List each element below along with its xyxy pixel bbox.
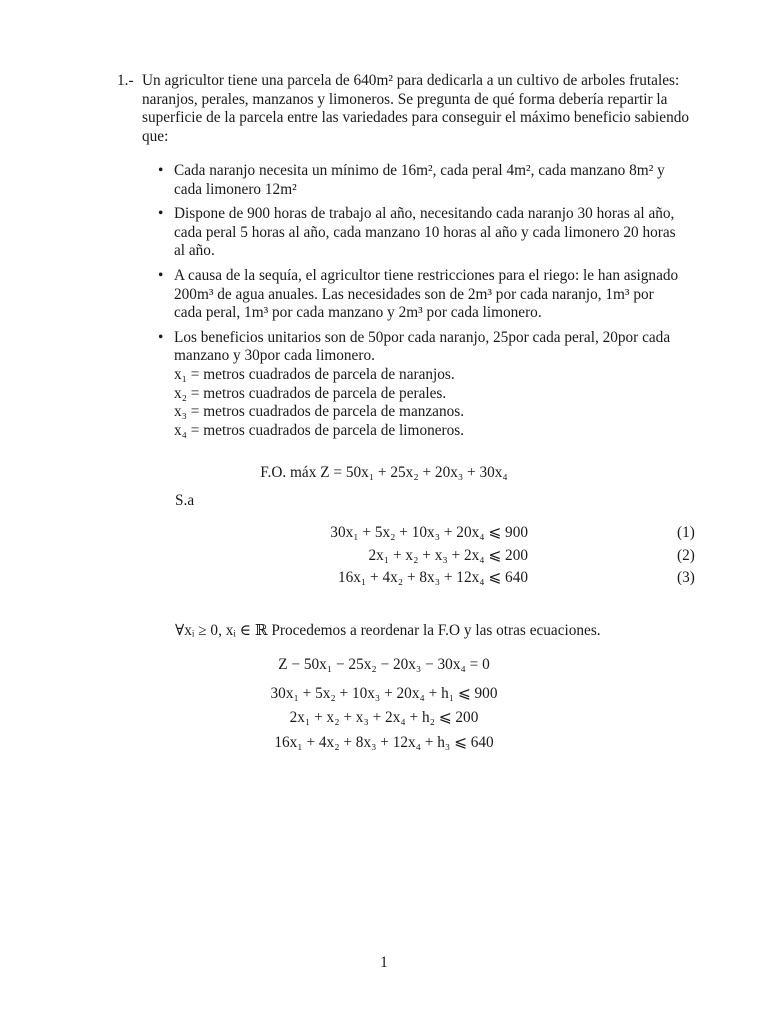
nonnegativity-statement: ∀xᵢ ≥ 0, xᵢ ∈ ℝ Procedemos a reordenar la F.O y las otras ecuaciones.	[175, 622, 601, 639]
bullet-item-water	[158, 267, 698, 323]
equation-number: (2)	[677, 546, 695, 564]
objective-function: F.O. máx Z = 50x₁ + 25x₂ + 20x₃ + 30x₄	[260, 464, 508, 481]
bullet-line: al año.	[174, 242, 215, 260]
bullet-line: manzano y 30por cada limonero.	[174, 347, 375, 365]
subject-to-label: S.a	[175, 492, 195, 509]
constraint-equation: 2x₁ + x₂ + x₃ + 2x₄ ⩽ 200	[368, 546, 528, 564]
bullet-item-area	[158, 162, 698, 199]
variable-definition-x4: x₄ = metros cuadrados de parcela de limoneros.	[174, 421, 465, 439]
bullet-line: cada limonero 12m²	[174, 180, 297, 198]
intro-line: Un agricultor tiene una parcela de 640m² para dedicarla a un cultivo de arboles frutales:	[142, 72, 680, 89]
bullet-line: cada peral 5 horas al año, cada manzano 10 horas al año y cada limonero 20 horas	[174, 223, 676, 241]
constraint-row	[0, 547, 768, 570]
bullet-line: Dispone de 900 horas de trabajo al año, necesitando cada naranjo 30 horas al año,	[174, 205, 675, 223]
standard-form-constraint: 2x₁ + x₂ + x₃ + 2x₄ + h₂ ⩽ 200	[289, 709, 479, 727]
variable-definition-x1: x₁ = metros cuadrados de parcela de naranjos.	[174, 365, 455, 383]
standard-form-objective: Z − 50x₁ − 25x₂ − 20x₃ − 30x₄ = 0	[278, 656, 490, 673]
constraint-row	[0, 524, 768, 547]
bullet-line: cada peral, 1m³ por cada manzano y 2m³ por cada limonero.	[174, 304, 542, 322]
standard-form-block	[0, 656, 768, 758]
equation-number: (1)	[677, 524, 695, 541]
bullet-line: A causa de la sequía, el agricultor tiene restricciones para el riego: le han asignado	[174, 266, 679, 284]
page-number: 1	[380, 954, 388, 971]
bullet-icon: •	[158, 162, 164, 179]
bullet-icon: •	[158, 328, 164, 346]
standard-form-constraint: 30x₁ + 5x₂ + 10x₃ + 20x₄ + h₁ ⩽ 900	[270, 684, 498, 702]
bullet-icon: •	[158, 266, 164, 284]
variable-definition-x3: x₃ = metros cuadrados de parcela de manzanos.	[174, 403, 465, 421]
bullet-item-hours	[158, 205, 698, 261]
bullet-icon: •	[158, 205, 164, 223]
constraint-row	[0, 569, 768, 592]
equation-number: (3)	[677, 569, 695, 587]
bullet-line: Los beneficios unitarios son de 50por cada naranjo, 25por cada peral, 20por cada	[174, 328, 671, 346]
intro-line: superficie de la parcela entre las variedades para conseguir el máximo beneficio sabiendo	[142, 109, 690, 127]
bullet-line: Cada naranjo necesita un mínimo de 16m², cada peral 4m², cada manzano 8m² y	[174, 162, 665, 179]
bullet-list	[158, 162, 698, 446]
variable-definition-x2: x₂ = metros cuadrados de parcela de perales.	[174, 384, 447, 402]
problem-number: 1.-	[117, 72, 134, 89]
intro-line: que:	[142, 127, 169, 145]
bullet-line: 200m³ de agua anuales. Las necesidades son de 2m³ por cada naranjo, 1m³ por	[174, 285, 654, 303]
bullet-item-profits	[158, 329, 698, 441]
constraint-equation: 16x₁ + 4x₂ + 8x₃ + 12x₄ ⩽ 640	[337, 569, 528, 587]
problem-intro	[142, 72, 702, 146]
constraints-block	[0, 524, 768, 592]
intro-line: naranjos, perales, manzanos y limoneros. Se pregunta de qué forma debería repartir la	[142, 90, 668, 108]
constraint-equation: 30x₁ + 5x₂ + 10x₃ + 20x₄ ⩽ 900	[330, 524, 528, 541]
standard-form-constraint: 16x₁ + 4x₂ + 8x₃ + 12x₄ + h₃ ⩽ 640	[274, 733, 494, 751]
